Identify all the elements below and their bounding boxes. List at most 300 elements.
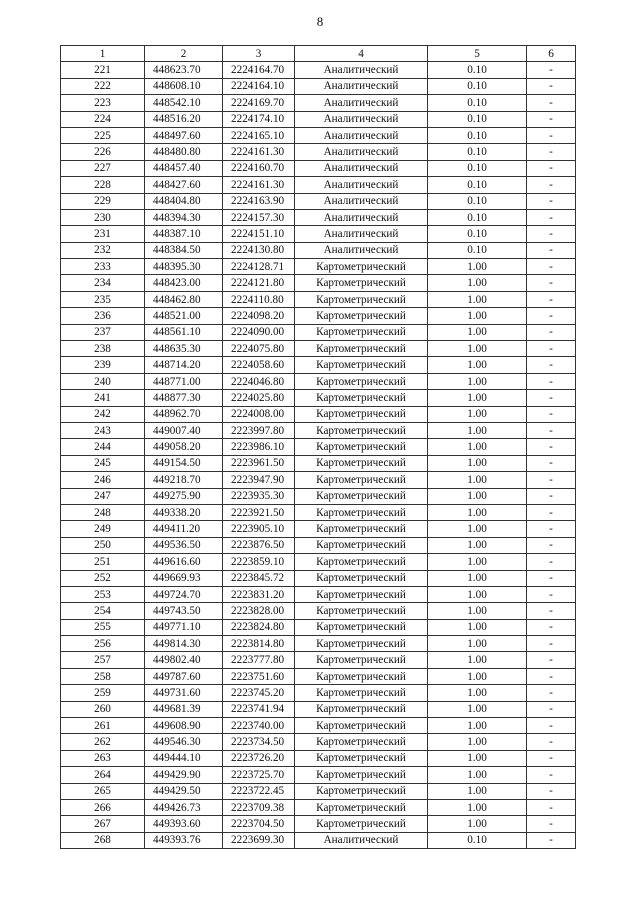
method-cell: Картометрический — [295, 308, 428, 324]
note-cell: - — [527, 127, 576, 143]
table-row — [61, 816, 576, 832]
x-coordinate-cell: 449275.90 — [145, 488, 223, 504]
note-cell: - — [527, 209, 576, 225]
x-coordinate-cell: 448561.10 — [145, 324, 223, 340]
y-coordinate-cell: 2224128.71 — [223, 259, 295, 275]
x-coordinate-cell: 448394.30 — [145, 209, 223, 225]
accuracy-cell: 1.00 — [428, 324, 527, 340]
y-coordinate-cell: 2223859.10 — [223, 554, 295, 570]
table-row — [61, 734, 576, 750]
x-coordinate-cell: 448516.20 — [145, 111, 223, 127]
method-cell: Картометрический — [295, 767, 428, 783]
accuracy-cell: 0.10 — [428, 78, 527, 94]
accuracy-cell: 1.00 — [428, 488, 527, 504]
method-cell: Аналитический — [295, 78, 428, 94]
y-coordinate-cell: 2224157.30 — [223, 209, 295, 225]
point-number-cell: 256 — [61, 636, 145, 652]
note-cell: - — [527, 226, 576, 242]
header-row — [61, 46, 576, 62]
point-number-cell: 227 — [61, 160, 145, 176]
accuracy-cell: 1.00 — [428, 504, 527, 520]
accuracy-cell: 0.10 — [428, 193, 527, 209]
y-coordinate-cell: 2224161.30 — [223, 144, 295, 160]
note-cell: - — [527, 586, 576, 602]
point-number-cell: 240 — [61, 373, 145, 389]
method-cell: Картометрический — [295, 586, 428, 602]
y-coordinate-cell: 2223828.00 — [223, 603, 295, 619]
note-cell: - — [527, 570, 576, 586]
method-cell: Картометрический — [295, 636, 428, 652]
y-coordinate-cell: 2223876.50 — [223, 537, 295, 553]
accuracy-cell: 1.00 — [428, 718, 527, 734]
accuracy-cell: 1.00 — [428, 308, 527, 324]
y-coordinate-cell: 2223725.70 — [223, 767, 295, 783]
x-coordinate-cell: 448962.70 — [145, 406, 223, 422]
method-cell: Аналитический — [295, 242, 428, 258]
point-number-cell: 265 — [61, 783, 145, 799]
method-cell: Картометрический — [295, 603, 428, 619]
note-cell: - — [527, 701, 576, 717]
accuracy-cell: 0.10 — [428, 127, 527, 143]
table-row — [61, 455, 576, 471]
x-coordinate-cell: 449429.50 — [145, 783, 223, 799]
table-row — [61, 636, 576, 652]
point-number-cell: 235 — [61, 291, 145, 307]
accuracy-cell: 1.00 — [428, 357, 527, 373]
x-coordinate-cell: 448771.00 — [145, 373, 223, 389]
accuracy-cell: 1.00 — [428, 603, 527, 619]
table-row — [61, 127, 576, 143]
point-number-cell: 268 — [61, 832, 145, 848]
method-cell: Картометрический — [295, 750, 428, 766]
point-number-cell: 223 — [61, 95, 145, 111]
accuracy-cell: 1.00 — [428, 750, 527, 766]
method-cell: Картометрический — [295, 554, 428, 570]
accuracy-cell: 1.00 — [428, 554, 527, 570]
accuracy-cell: 1.00 — [428, 652, 527, 668]
method-cell: Аналитический — [295, 160, 428, 176]
method-cell: Аналитический — [295, 144, 428, 160]
method-cell: Аналитический — [295, 193, 428, 209]
accuracy-cell: 1.00 — [428, 783, 527, 799]
table-row — [61, 586, 576, 602]
method-cell: Картометрический — [295, 259, 428, 275]
point-number-cell: 241 — [61, 390, 145, 406]
x-coordinate-cell: 448395.30 — [145, 259, 223, 275]
method-cell: Картометрический — [295, 488, 428, 504]
table-row — [61, 570, 576, 586]
table-row — [61, 242, 576, 258]
accuracy-cell: 0.10 — [428, 177, 527, 193]
accuracy-cell: 1.00 — [428, 586, 527, 602]
table-row — [61, 832, 576, 848]
y-coordinate-cell: 2224130.80 — [223, 242, 295, 258]
table-row — [61, 193, 576, 209]
y-coordinate-cell: 2223751.60 — [223, 668, 295, 684]
table-row — [61, 341, 576, 357]
point-number-cell: 229 — [61, 193, 145, 209]
accuracy-cell: 1.00 — [428, 259, 527, 275]
table-row — [61, 554, 576, 570]
method-cell: Картометрический — [295, 324, 428, 340]
x-coordinate-cell: 449669.93 — [145, 570, 223, 586]
accuracy-cell: 1.00 — [428, 734, 527, 750]
point-number-cell: 222 — [61, 78, 145, 94]
note-cell: - — [527, 422, 576, 438]
method-cell: Аналитический — [295, 177, 428, 193]
accuracy-cell: 1.00 — [428, 341, 527, 357]
point-number-cell: 261 — [61, 718, 145, 734]
method-cell: Картометрический — [295, 406, 428, 422]
point-number-cell: 242 — [61, 406, 145, 422]
table-row — [61, 718, 576, 734]
y-coordinate-cell: 2223709.38 — [223, 799, 295, 815]
y-coordinate-cell: 2223726.20 — [223, 750, 295, 766]
x-coordinate-cell: 449724.70 — [145, 586, 223, 602]
accuracy-cell: 1.00 — [428, 619, 527, 635]
point-number-cell: 251 — [61, 554, 145, 570]
table-row — [61, 275, 576, 291]
y-coordinate-cell: 2223722.45 — [223, 783, 295, 799]
y-coordinate-cell: 2223745.20 — [223, 685, 295, 701]
table-row — [61, 308, 576, 324]
accuracy-cell: 1.00 — [428, 537, 527, 553]
method-cell: Аналитический — [295, 127, 428, 143]
x-coordinate-cell: 448387.10 — [145, 226, 223, 242]
method-cell: Картометрический — [295, 439, 428, 455]
y-coordinate-cell: 2224164.10 — [223, 78, 295, 94]
y-coordinate-cell: 2224058.60 — [223, 357, 295, 373]
accuracy-cell: 0.10 — [428, 242, 527, 258]
y-coordinate-cell: 2224164.70 — [223, 62, 295, 78]
accuracy-cell: 1.00 — [428, 291, 527, 307]
x-coordinate-cell: 449426.73 — [145, 799, 223, 815]
x-coordinate-cell: 448384.50 — [145, 242, 223, 258]
x-coordinate-cell: 448404.80 — [145, 193, 223, 209]
x-coordinate-cell: 449154.50 — [145, 455, 223, 471]
point-number-cell: 226 — [61, 144, 145, 160]
x-coordinate-cell: 449814.30 — [145, 636, 223, 652]
table-row — [61, 160, 576, 176]
point-number-cell: 237 — [61, 324, 145, 340]
x-coordinate-cell: 449802.40 — [145, 652, 223, 668]
point-number-cell: 224 — [61, 111, 145, 127]
column-header-4: 4 — [295, 46, 428, 62]
method-cell: Картометрический — [295, 799, 428, 815]
point-number-cell: 231 — [61, 226, 145, 242]
point-number-cell: 258 — [61, 668, 145, 684]
y-coordinate-cell: 2224161.30 — [223, 177, 295, 193]
note-cell: - — [527, 259, 576, 275]
method-cell: Картометрический — [295, 373, 428, 389]
method-cell: Картометрический — [295, 685, 428, 701]
table-row — [61, 504, 576, 520]
point-number-cell: 243 — [61, 422, 145, 438]
point-number-cell: 244 — [61, 439, 145, 455]
x-coordinate-cell: 448877.30 — [145, 390, 223, 406]
y-coordinate-cell: 2223831.20 — [223, 586, 295, 602]
x-coordinate-cell: 449411.20 — [145, 521, 223, 537]
table-row — [61, 619, 576, 635]
accuracy-cell: 1.00 — [428, 668, 527, 684]
accuracy-cell: 1.00 — [428, 636, 527, 652]
point-number-cell: 247 — [61, 488, 145, 504]
table-row — [61, 439, 576, 455]
accuracy-cell: 0.10 — [428, 226, 527, 242]
table-row — [61, 144, 576, 160]
note-cell: - — [527, 718, 576, 734]
table-row — [61, 209, 576, 225]
table-row — [61, 750, 576, 766]
column-header-3: 3 — [223, 46, 295, 62]
y-coordinate-cell: 2224151.10 — [223, 226, 295, 242]
x-coordinate-cell: 448423.00 — [145, 275, 223, 291]
method-cell: Картометрический — [295, 521, 428, 537]
x-coordinate-cell: 449393.76 — [145, 832, 223, 848]
y-coordinate-cell: 2224110.80 — [223, 291, 295, 307]
y-coordinate-cell: 2223947.90 — [223, 472, 295, 488]
table-row — [61, 95, 576, 111]
point-number-cell: 250 — [61, 537, 145, 553]
coordinates-table — [60, 45, 576, 849]
accuracy-cell: 1.00 — [428, 472, 527, 488]
y-coordinate-cell: 2223997.80 — [223, 422, 295, 438]
point-number-cell: 252 — [61, 570, 145, 586]
y-coordinate-cell: 2223845.72 — [223, 570, 295, 586]
table-row — [61, 488, 576, 504]
note-cell: - — [527, 816, 576, 832]
note-cell: - — [527, 636, 576, 652]
note-cell: - — [527, 242, 576, 258]
note-cell: - — [527, 78, 576, 94]
point-number-cell: 238 — [61, 341, 145, 357]
table-row — [61, 177, 576, 193]
accuracy-cell: 1.00 — [428, 455, 527, 471]
y-coordinate-cell: 2223704.50 — [223, 816, 295, 832]
method-cell: Картометрический — [295, 734, 428, 750]
method-cell: Картометрический — [295, 537, 428, 553]
x-coordinate-cell: 448480.80 — [145, 144, 223, 160]
table-row — [61, 767, 576, 783]
table-row — [61, 324, 576, 340]
note-cell: - — [527, 357, 576, 373]
y-coordinate-cell: 2224008.00 — [223, 406, 295, 422]
y-coordinate-cell: 2224169.70 — [223, 95, 295, 111]
accuracy-cell: 1.00 — [428, 570, 527, 586]
point-number-cell: 264 — [61, 767, 145, 783]
x-coordinate-cell: 449007.40 — [145, 422, 223, 438]
x-coordinate-cell: 448497.60 — [145, 127, 223, 143]
table-header — [61, 46, 576, 62]
point-number-cell: 254 — [61, 603, 145, 619]
accuracy-cell: 0.10 — [428, 160, 527, 176]
point-number-cell: 246 — [61, 472, 145, 488]
table-row — [61, 472, 576, 488]
note-cell: - — [527, 783, 576, 799]
x-coordinate-cell: 449218.70 — [145, 472, 223, 488]
x-coordinate-cell: 448542.10 — [145, 95, 223, 111]
note-cell: - — [527, 324, 576, 340]
y-coordinate-cell: 2223741.94 — [223, 701, 295, 717]
note-cell: - — [527, 537, 576, 553]
table-row — [61, 406, 576, 422]
accuracy-cell: 0.10 — [428, 62, 527, 78]
method-cell: Картометрический — [295, 652, 428, 668]
note-cell: - — [527, 177, 576, 193]
note-cell: - — [527, 291, 576, 307]
y-coordinate-cell: 2223935.30 — [223, 488, 295, 504]
column-header-2: 2 — [145, 46, 223, 62]
method-cell: Картометрический — [295, 668, 428, 684]
point-number-cell: 232 — [61, 242, 145, 258]
method-cell: Картометрический — [295, 422, 428, 438]
x-coordinate-cell: 449444.10 — [145, 750, 223, 766]
accuracy-cell: 0.10 — [428, 144, 527, 160]
table-row — [61, 78, 576, 94]
table-row — [61, 422, 576, 438]
accuracy-cell: 1.00 — [428, 767, 527, 783]
method-cell: Картометрический — [295, 357, 428, 373]
note-cell: - — [527, 144, 576, 160]
y-coordinate-cell: 2224098.20 — [223, 308, 295, 324]
method-cell: Картометрический — [295, 455, 428, 471]
page-number: 8 — [316, 14, 324, 29]
table-row — [61, 521, 576, 537]
note-cell: - — [527, 521, 576, 537]
table-row — [61, 701, 576, 717]
point-number-cell: 230 — [61, 209, 145, 225]
note-cell: - — [527, 373, 576, 389]
x-coordinate-cell: 449743.50 — [145, 603, 223, 619]
point-number-cell: 257 — [61, 652, 145, 668]
x-coordinate-cell: 448635.30 — [145, 341, 223, 357]
note-cell: - — [527, 455, 576, 471]
table-row — [61, 357, 576, 373]
table-row — [61, 668, 576, 684]
x-coordinate-cell: 449608.90 — [145, 718, 223, 734]
note-cell: - — [527, 685, 576, 701]
note-cell: - — [527, 832, 576, 848]
accuracy-cell: 1.00 — [428, 701, 527, 717]
point-number-cell: 260 — [61, 701, 145, 717]
note-cell: - — [527, 603, 576, 619]
x-coordinate-cell: 448714.20 — [145, 357, 223, 373]
method-cell: Картометрический — [295, 816, 428, 832]
point-number-cell: 245 — [61, 455, 145, 471]
note-cell: - — [527, 406, 576, 422]
note-cell: - — [527, 488, 576, 504]
note-cell: - — [527, 668, 576, 684]
point-number-cell: 239 — [61, 357, 145, 373]
x-coordinate-cell: 449338.20 — [145, 504, 223, 520]
y-coordinate-cell: 2224046.80 — [223, 373, 295, 389]
table-row — [61, 62, 576, 78]
method-cell: Картометрический — [295, 718, 428, 734]
point-number-cell: 249 — [61, 521, 145, 537]
table-row — [61, 291, 576, 307]
point-number-cell: 221 — [61, 62, 145, 78]
x-coordinate-cell: 449546.30 — [145, 734, 223, 750]
x-coordinate-cell: 448427.60 — [145, 177, 223, 193]
x-coordinate-cell: 448462.80 — [145, 291, 223, 307]
y-coordinate-cell: 2223986.10 — [223, 439, 295, 455]
y-coordinate-cell: 2223824.80 — [223, 619, 295, 635]
point-number-cell: 262 — [61, 734, 145, 750]
point-number-cell: 263 — [61, 750, 145, 766]
note-cell: - — [527, 439, 576, 455]
x-coordinate-cell: 448521.00 — [145, 308, 223, 324]
table-row — [61, 603, 576, 619]
table-row — [61, 685, 576, 701]
point-number-cell: 236 — [61, 308, 145, 324]
x-coordinate-cell: 449058.20 — [145, 439, 223, 455]
y-coordinate-cell: 2223740.00 — [223, 718, 295, 734]
method-cell: Аналитический — [295, 226, 428, 242]
point-number-cell: 234 — [61, 275, 145, 291]
y-coordinate-cell: 2223961.50 — [223, 455, 295, 471]
method-cell: Картометрический — [295, 570, 428, 586]
note-cell: - — [527, 619, 576, 635]
point-number-cell: 259 — [61, 685, 145, 701]
accuracy-cell: 0.10 — [428, 111, 527, 127]
method-cell: Картометрический — [295, 504, 428, 520]
note-cell: - — [527, 275, 576, 291]
x-coordinate-cell: 448457.40 — [145, 160, 223, 176]
table-row — [61, 537, 576, 553]
method-cell: Картометрический — [295, 390, 428, 406]
note-cell: - — [527, 750, 576, 766]
note-cell: - — [527, 95, 576, 111]
x-coordinate-cell: 449616.60 — [145, 554, 223, 570]
accuracy-cell: 1.00 — [428, 521, 527, 537]
y-coordinate-cell: 2224090.00 — [223, 324, 295, 340]
y-coordinate-cell: 2224025.80 — [223, 390, 295, 406]
y-coordinate-cell: 2224160.70 — [223, 160, 295, 176]
note-cell: - — [527, 799, 576, 815]
note-cell: - — [527, 767, 576, 783]
table-row — [61, 373, 576, 389]
accuracy-cell: 1.00 — [428, 816, 527, 832]
point-number-cell: 228 — [61, 177, 145, 193]
method-cell: Картометрический — [295, 472, 428, 488]
accuracy-cell: 0.10 — [428, 832, 527, 848]
accuracy-cell: 0.10 — [428, 95, 527, 111]
method-cell: Аналитический — [295, 111, 428, 127]
note-cell: - — [527, 554, 576, 570]
x-coordinate-cell: 449771.10 — [145, 619, 223, 635]
accuracy-cell: 1.00 — [428, 275, 527, 291]
method-cell: Аналитический — [295, 62, 428, 78]
point-number-cell: 267 — [61, 816, 145, 832]
point-number-cell: 248 — [61, 504, 145, 520]
note-cell: - — [527, 62, 576, 78]
note-cell: - — [527, 341, 576, 357]
method-cell: Картометрический — [295, 783, 428, 799]
table-row — [61, 259, 576, 275]
table-row — [61, 652, 576, 668]
accuracy-cell: 1.00 — [428, 422, 527, 438]
table-row — [61, 799, 576, 815]
table-row — [61, 390, 576, 406]
table-row — [61, 226, 576, 242]
point-number-cell: 233 — [61, 259, 145, 275]
accuracy-cell: 1.00 — [428, 373, 527, 389]
x-coordinate-cell: 449787.60 — [145, 668, 223, 684]
x-coordinate-cell: 449429.90 — [145, 767, 223, 783]
point-number-cell: 225 — [61, 127, 145, 143]
accuracy-cell: 1.00 — [428, 406, 527, 422]
note-cell: - — [527, 504, 576, 520]
